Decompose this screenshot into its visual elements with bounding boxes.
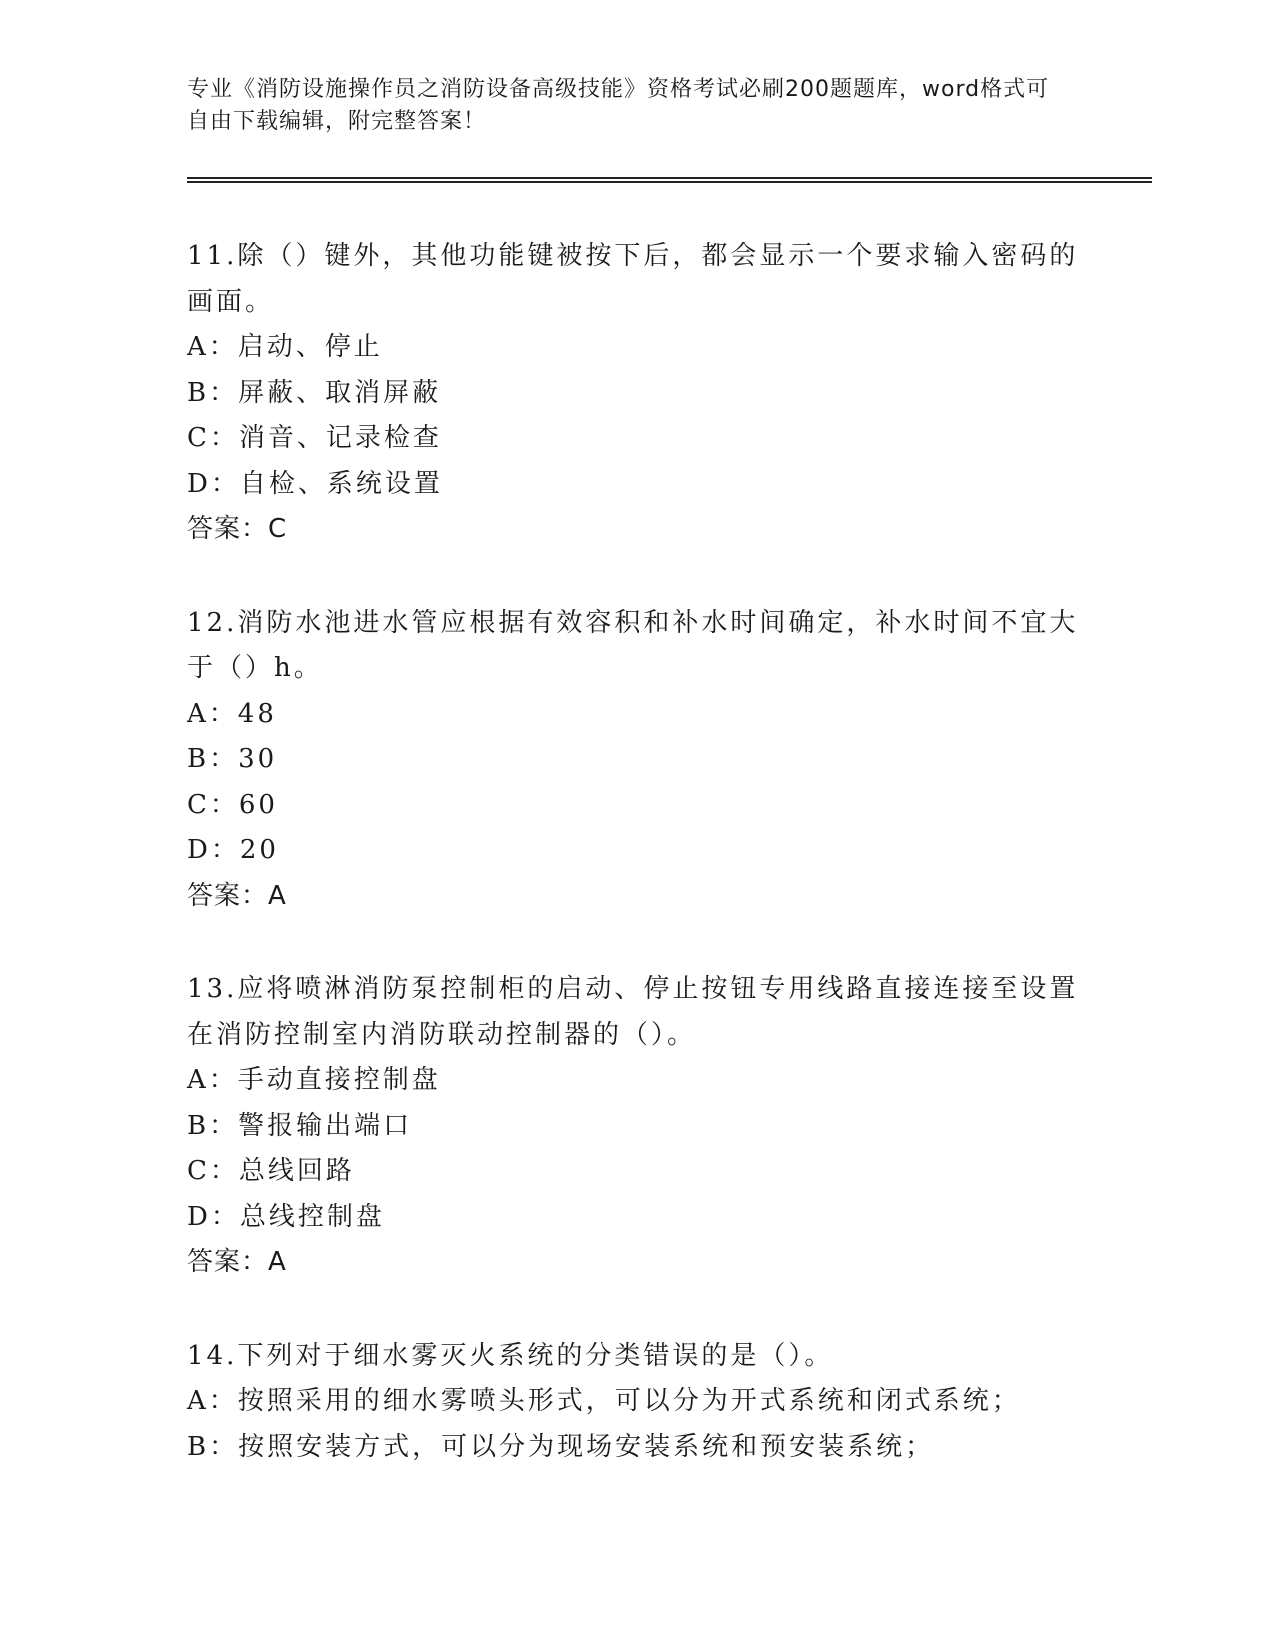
question-14: [187, 1334, 1087, 1471]
option-b: B：屏蔽、取消屏蔽: [187, 377, 442, 408]
question-12: [187, 601, 1087, 920]
option-a: A：48: [187, 698, 277, 729]
question-stem: 14.下列对于细水雾灭火系统的分类错误的是（）。: [187, 1340, 834, 1371]
option-a: A：启动、停止: [187, 332, 383, 362]
question-stem: 13.应将喷淋消防泵控制柜的启动、停止按钮专用线路直接连接至设置在消防控制室内消防联动控制器的（）。: [187, 974, 1079, 1050]
option-c: C：总线回路: [187, 1156, 355, 1186]
option-d: D：20: [187, 835, 279, 865]
option-b: B：30: [187, 744, 278, 774]
answer-line: 答案：A: [187, 880, 287, 911]
option-a: A：按照采用的细水雾喷头形式，可以分为开式系统和闭式系统；: [187, 1386, 1021, 1416]
option-d: D：自检、系统设置: [187, 468, 443, 499]
option-a: A：手动直接控制盘: [187, 1065, 441, 1095]
question-11: [187, 234, 1087, 553]
answer-line: 答案：C: [187, 514, 288, 544]
header-divider: [187, 177, 1152, 183]
question-list: [187, 234, 1087, 1518]
option-b: B：警报输出端口: [187, 1110, 413, 1141]
option-b: B：按照安装方式，可以分为现场安装系统和预安装系统；: [187, 1431, 935, 1462]
option-d: D：总线控制盘: [187, 1201, 385, 1232]
document-header: 专业《消防设施操作员之消防设备高级技能》资格考试必刷200题题库，word格式可自由下载编辑，附完整答案！: [187, 77, 1050, 134]
option-c: C：60: [187, 789, 278, 820]
answer-line: 答案：A: [187, 1247, 287, 1277]
question-stem: 12.消防水池进水管应根据有效容积和补水时间确定，补水时间不宜大于（）h。: [187, 607, 1079, 683]
question-13: [187, 967, 1087, 1286]
question-stem: 11.除（）键外，其他功能键被按下后，都会显示一个要求输入密码的画面。: [187, 241, 1079, 317]
option-c: C：消音、记录检查: [187, 423, 442, 453]
